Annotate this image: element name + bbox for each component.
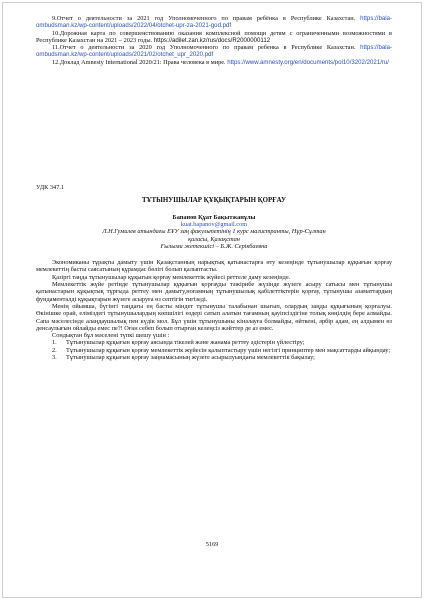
page-content [36, 15, 392, 361]
udk-code: УДК 347.1 [36, 184, 65, 192]
author-email-link[interactable]: kuat.bapanov@gmail.com [180, 220, 248, 228]
reference-9-link[interactable]: https://balа-ombudsman.kz/wp-content/uploads/2022/04/otchet-upr-za-2021-god.pdf [36, 15, 392, 30]
list-item-2 [36, 347, 392, 354]
list-item-3 [36, 354, 392, 361]
reference-10-text: 10.Дорожная карта по совершенствованию оказания комплексной помощи детям с ограниченными возможностями в Республике Казахстан на 2021 – 2023 годы. [36, 29, 392, 44]
author-affiliation-line-1: Л.Н.Гумилев атындағы ЕҰУ заң факультетінің 1 курс магистранты, Нұр-Сұлтан [102, 228, 326, 236]
article-title: ТҰТЫНУШЫЛАР ҚҰҚЫҚТАРЫН ҚОРҒАУ [141, 197, 287, 205]
reference-12 [36, 59, 392, 66]
reference-9 [36, 15, 392, 30]
reference-10-link: https://adilet.zan.kz/rus/docs/R2000000112 [153, 36, 271, 44]
supervisor: Ғылыми жетекшісі – Б.Ж. Серікбаевна [160, 242, 268, 250]
page-number: 5169 [205, 541, 219, 548]
list-item-text: Тұтынушылар құқығын қорғау заңнамасының жүзеге асырылуындағы мемлекеттік бақылау; [66, 354, 315, 362]
document-page [2, 2, 422, 598]
author-affiliation-line-2: қаласы, Қазақстан [188, 235, 240, 243]
list-item-number: 3. [52, 354, 57, 362]
reference-10 [36, 30, 392, 45]
reference-11 [36, 44, 392, 59]
list-item-number: 2. [52, 346, 57, 354]
reference-9-text: 9.Отчет о деятельности за 2021 год Уполномоченного по правам ребёнка в Республике Казахстан. [52, 15, 356, 22]
reference-11-link[interactable]: https://bala-ombudsman.kz/wp-content/uploads/2021/02/otchet_upr_2020.pdf [36, 44, 392, 59]
list-item-text: Тұтынушылар құқығын қорғау мемлекеттік жүйесін қалыптастыру үшін негізгі принциптер мен мақсаттарды айқындау; [66, 346, 391, 354]
blank-space [36, 66, 392, 184]
author-email [36, 221, 392, 228]
paragraph-4: Менің ойымша, бүгінгі таңдағы ең басты міндет тұтынушы талабынан шығып, олардың заңды құқығының қорғалуы. Өкінішке орай, еліміздегі тұтынушылардың көпшілігі өздері сатып алатын тағамның қауіпсіздігіне толық көңілдің бере алмайды. Сапа мәселесінде алаңдаушылық пен күдік мол. Бұл үшін тұтынушыны кінәлауға болмайды, өйткені, әрбір адам, ең алдымен өз денсаулығын ойлайды емес пе?! Оған себеп болып отырған келеңсіз жәйттер де аз емес. [36, 302, 392, 332]
author-name: Бапанов Құат Бақытжанұлы [172, 213, 256, 221]
reference-12-link[interactable]: https://www.amnesty.org/en/documents/pol10/3202/2021/ru/ [227, 58, 389, 66]
gap [36, 250, 392, 259]
list-item-text: Тұтынушылар құқығын қорғау аясында тікелей және жанама реттеу әдістерін үйлестіру; [66, 339, 305, 347]
paragraph-2: Қазіргі таңда тұтынушылар құқығын қорғау мемлекеттік жүйесі реттеле даму кезеңінде. [52, 273, 291, 281]
list-item-1 [36, 339, 392, 346]
paragraph-1: Экономиканы тұрақты дамыту үшін Қазақстанның нарықтық қатынастарға өту кезеңінде тұтынушылар құқығын қорғау мемлекеттің басты саясатының құрамдас бөлігі болып қалыптасты. [36, 259, 392, 274]
paragraph-5: Сондықтан бұл мәселені түпкі шешу үшін : [52, 332, 170, 340]
reference-12-text: 12.Доклад Amnesty International 2020/21: Права человека в мире. [52, 58, 226, 66]
reference-11-text: 11.Отчет о деятельности за 2020 год Уполномоченного по правам ребенка в Республике Казахстан. [52, 44, 356, 52]
paragraph-3: Мемлекеттік жүйе ретінде тұтынушылар құқығын қорғауды тәжірибе жүзінде жүзеге асыру сатысы мен тұтынушы қатынастарын құқықтық тұрғыда реттеу мен дамыту,ноғамның тұтынушылық қабілеттіктерін қорғау, тұтынушы азаматтардың фундаменталді құқықтарын жүзеге асыруға өз септігін тигізеді. [36, 281, 392, 303]
list-item-number: 1. [52, 339, 57, 347]
